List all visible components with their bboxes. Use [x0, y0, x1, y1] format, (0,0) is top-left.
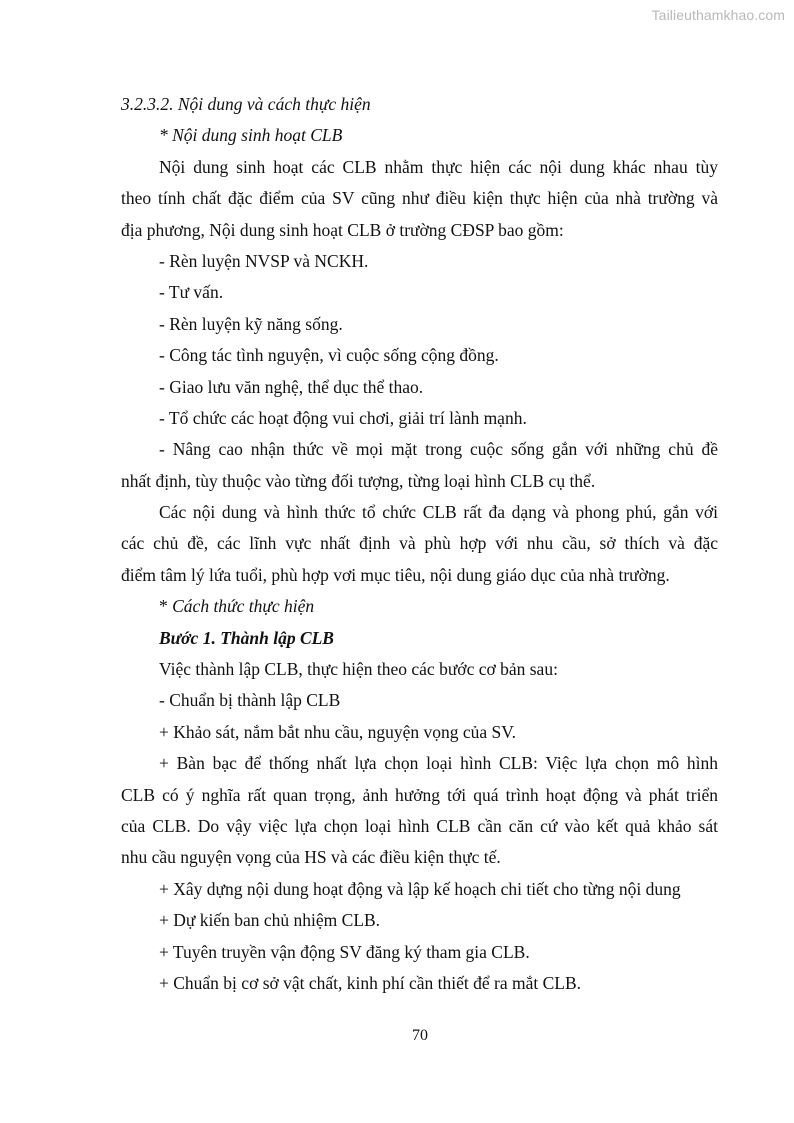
list-item: - Tổ chức các hoạt động vui chơi, giải trí lành mạnh.	[159, 407, 527, 428]
list-item: - Rèn luyện NVSP và NCKH.	[159, 250, 369, 271]
list-item: - Công tác tình nguyện, vì cuộc sống cộng đồng.	[159, 345, 499, 366]
subheading-method-text: Cách thức thực hiện	[172, 596, 315, 617]
plus-item: + Tuyên truyền vận động SV đăng ký tham gia CLB.	[159, 941, 530, 962]
paragraph-line: Các nội dung và hình thức tổ chức CLB rất đa dạng và phong phú, gắn với	[159, 502, 718, 523]
paragraph-line: các chủ đề, các lĩnh vực nhất định và phù hợp với nhu cầu, sở thích và đặc	[121, 533, 718, 554]
discuss-line: + Bàn bạc để thống nhất lựa chọn loại hình CLB: Việc lựa chọn mô hình	[159, 753, 718, 774]
subheading-content: * Nội dung sinh hoạt CLB	[159, 125, 343, 146]
document-body	[121, 89, 718, 999]
plus-item: + Chuẩn bị cơ sở vật chất, kinh phí cần thiết để ra mắt CLB.	[159, 972, 582, 993]
subheading-method	[121, 591, 718, 622]
list-item-continuation: nhất định, tùy thuộc vào từng đối tượng, từng loại hình CLB cụ thể.	[121, 470, 596, 491]
step1-title: Bước 1. Thành lập CLB	[159, 627, 334, 648]
survey-item: + Khảo sát, nắm bắt nhu cầu, nguyện vọng của SV.	[159, 721, 517, 742]
plus-item: + Xây dựng nội dung hoạt động và lập kế hoạch chi tiết cho từng nội dung	[159, 878, 681, 899]
watermark: Tailieuthamkhao.com	[651, 7, 785, 23]
subheading-method-star: *	[159, 596, 173, 617]
list-item: - Tư vấn.	[159, 282, 224, 303]
step1-intro: Việc thành lập CLB, thực hiện theo các bước cơ bản sau:	[159, 659, 558, 680]
paragraph-line: điểm tâm lý lứa tuổi, phù hợp vơi mục tiêu, nội dung giáo dục của nhà trường.	[121, 564, 670, 585]
discuss-line: CLB có ý nghĩa rất quan trọng, ảnh hưởng tới quá trình hoạt động và phát triển	[121, 784, 718, 805]
paragraph-line: địa phương, Nội dung sinh hoạt CLB ở trường CĐSP bao gồm:	[121, 219, 564, 240]
discuss-line: của CLB. Do vậy việc lựa chọn loại hình CLB cần căn cứ vào kết quả khảo sát	[121, 815, 718, 836]
list-item: - Giao lưu văn nghệ, thể dục thể thao.	[159, 376, 424, 397]
plus-item: + Dự kiến ban chủ nhiệm CLB.	[159, 910, 381, 931]
paragraph-line: Nội dung sinh hoạt các CLB nhằm thực hiện các nội dung khác nhau tùy	[159, 156, 718, 177]
list-item: - Nâng cao nhận thức về mọi mặt trong cuộc sống gắn với những chủ đề	[159, 439, 718, 460]
section-heading: 3.2.3.2. Nội dung và cách thực hiện	[121, 94, 371, 114]
prepare-title: - Chuẩn bị thành lập CLB	[159, 690, 341, 711]
list-item: - Rèn luyện kỹ năng sống.	[159, 313, 343, 334]
discuss-line: nhu cầu nguyện vọng của HS và các điều kiện thực tế.	[121, 847, 501, 868]
page-number: 70	[412, 1027, 428, 1044]
paragraph-line: theo tính chất đặc điểm của SV cũng như điều kiện thực hiện của nhà trường và	[121, 188, 718, 209]
